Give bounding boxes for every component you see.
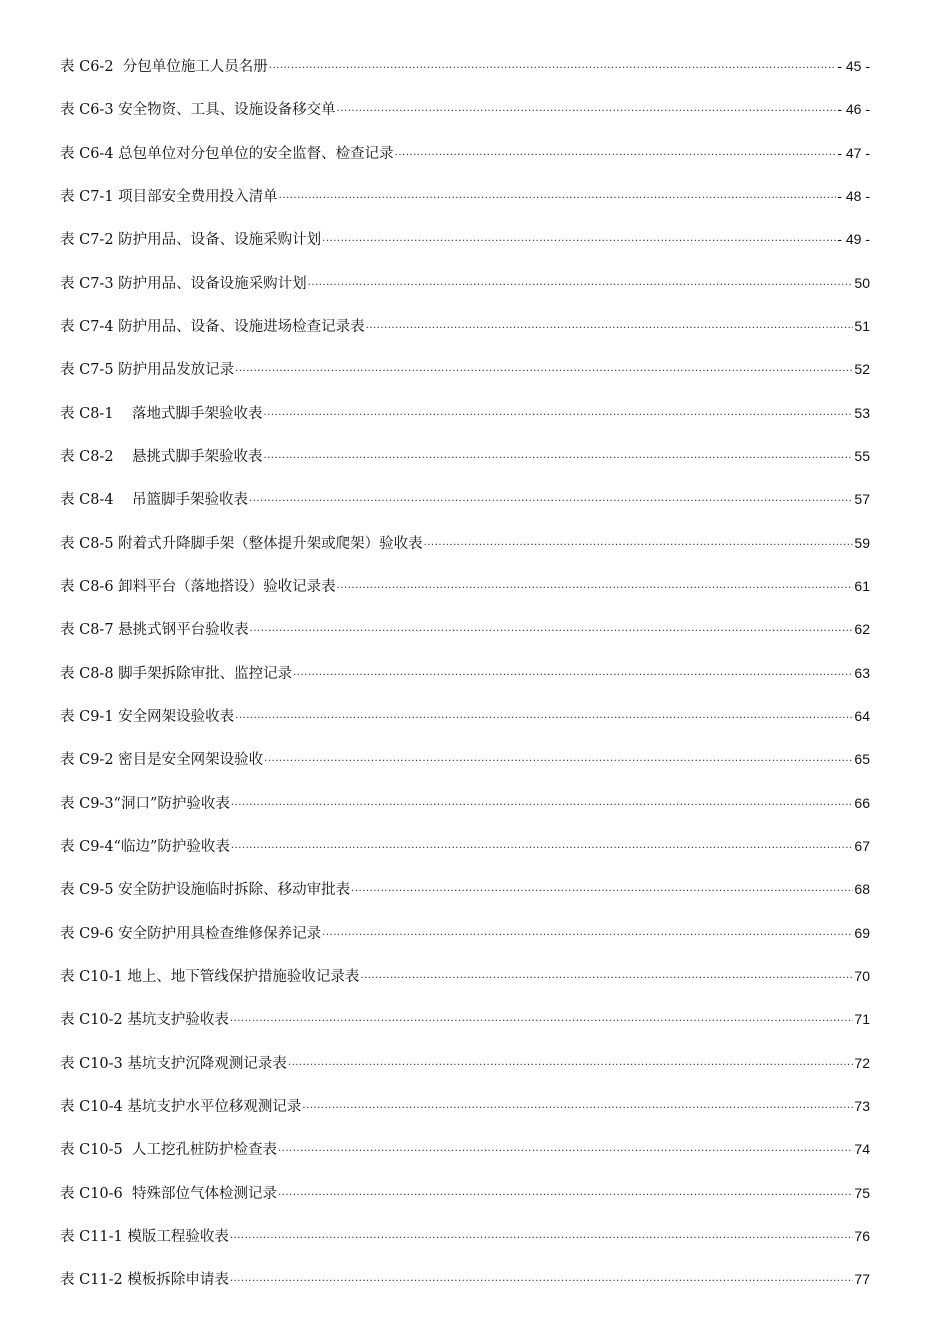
toc-entry[interactable] [60, 99, 870, 142]
toc-leader-dots [322, 923, 853, 943]
toc-entry[interactable] [60, 663, 870, 706]
toc-entry-page: 65 [854, 751, 870, 768]
toc-leader-dots [235, 359, 853, 379]
toc-entry-title: 表 C10-3 基坑支护沉降观测记录表 [60, 1055, 287, 1072]
toc-entry-page: 53 [854, 404, 870, 421]
toc-entry-page: 69 [854, 924, 870, 941]
toc-entry-page: 59 [854, 534, 870, 551]
toc-entry[interactable] [60, 1053, 870, 1096]
toc-entry[interactable] [60, 446, 870, 489]
toc-leader-dots [360, 966, 853, 986]
toc-leader-dots [235, 706, 853, 726]
toc-entry[interactable] [60, 1269, 870, 1312]
toc-entry-page: 68 [854, 881, 870, 898]
toc-entry[interactable] [60, 749, 870, 792]
toc-entry[interactable] [60, 56, 870, 99]
toc-leader-dots [337, 576, 854, 596]
toc-entry-title: 表 C7-1 项目部安全费用投入清单 [60, 188, 278, 205]
toc-entry[interactable] [60, 229, 870, 272]
toc-entry-page: 70 [854, 967, 870, 984]
toc-entry[interactable] [60, 403, 870, 446]
toc-leader-dots [308, 273, 854, 293]
toc-entry-title: 表 C6-2 分包单位施工人员名册 [60, 59, 268, 75]
toc-entry[interactable] [60, 576, 870, 619]
toc-entry-page: 51 [854, 317, 870, 334]
toc-leader-dots [424, 533, 854, 553]
toc-entry[interactable] [60, 1096, 870, 1139]
toc-entry-page: 72 [854, 1054, 870, 1071]
toc-entry[interactable] [60, 966, 870, 1009]
toc-entry-page: 50 [854, 274, 870, 291]
toc-leader-dots [230, 1009, 854, 1029]
toc-entry-title: 表 C8-7 悬挑式钢平台验收表 [60, 622, 249, 639]
toc-leader-dots [337, 99, 837, 119]
toc-entry-page: 64 [854, 707, 870, 724]
toc-entry[interactable] [60, 1139, 870, 1182]
toc-leader-dots [264, 446, 854, 466]
toc-leader-dots [279, 186, 837, 206]
toc-leader-dots [351, 879, 853, 899]
toc-entry[interactable] [60, 273, 870, 316]
toc-entry-title: 表 C8-8 脚手架拆除审批、监控记录 [60, 665, 293, 682]
toc-entry-page: - 46 - [837, 101, 870, 118]
toc-leader-dots [278, 1139, 853, 1159]
toc-entry[interactable] [60, 489, 870, 532]
toc-entry[interactable] [60, 793, 870, 836]
toc-entry-page: 66 [854, 794, 870, 811]
toc-entry[interactable] [60, 1009, 870, 1052]
toc-entry-page: 73 [854, 1097, 870, 1114]
toc-entry[interactable] [60, 533, 870, 576]
toc-entry-title: 表 C9-6 安全防护用具检查维修保养记录 [60, 925, 322, 942]
toc-entry-title: 表 C10-1 地上、地下管线保护措施验收记录表 [60, 968, 360, 985]
toc-leader-dots [395, 143, 837, 163]
toc-leader-dots [288, 1053, 854, 1073]
toc-entry-title: 表 C9-5 安全防护设施临时拆除、移动审批表 [60, 882, 351, 899]
toc-entry[interactable] [60, 836, 870, 879]
toc-entry[interactable] [60, 923, 870, 966]
toc-entry-title: 表 C9-4“临边”防护验收表 [60, 838, 230, 855]
toc-entry-title: 表 C10-2 基坑支护验收表 [60, 1012, 229, 1029]
toc-entry[interactable] [60, 1183, 870, 1226]
toc-entry-title: 表 C7-2 防护用品、设备、设施采购计划 [60, 232, 322, 249]
toc-leader-dots [366, 316, 854, 336]
toc-entry-title: 表 C7-5 防护用品发放记录 [60, 362, 235, 379]
toc-entry-title: 表 C8-2 悬挑式脚手架验收表 [60, 448, 263, 465]
toc-entry-title: 表 C11-1 模版工程验收表 [60, 1228, 229, 1245]
toc-entry-page: 74 [854, 1141, 870, 1158]
toc-entry[interactable] [60, 316, 870, 359]
toc-entry-title: 表 C8-6 卸料平台（落地搭设）验收记录表 [60, 578, 336, 595]
table-of-contents [60, 56, 870, 1313]
toc-entry-page: 67 [854, 837, 870, 854]
toc-entry-page: 52 [854, 361, 870, 378]
toc-entry-title: 表 C10-4 基坑支护水平位移观测记录 [60, 1098, 302, 1115]
toc-entry-title: 表 C10-6 特殊部位气体检测记录 [60, 1185, 277, 1202]
toc-entry[interactable] [60, 879, 870, 922]
toc-entry-title: 表 C9-3“洞口”防护验收表 [60, 795, 230, 812]
toc-entry[interactable] [60, 1226, 870, 1269]
toc-entry[interactable] [60, 359, 870, 402]
toc-entry-page: - 47 - [837, 144, 870, 161]
toc-leader-dots [264, 749, 853, 769]
toc-leader-dots [230, 1269, 854, 1289]
toc-leader-dots [278, 1183, 853, 1203]
toc-entry-page: - 49 - [837, 231, 870, 248]
toc-entry-page: 63 [854, 664, 870, 681]
toc-entry-title: 表 C11-2 模板拆除申请表 [60, 1272, 229, 1289]
toc-entry-page: 75 [854, 1184, 870, 1201]
toc-entry-page: 55 [854, 447, 870, 464]
toc-leader-dots [302, 1096, 853, 1116]
toc-entry-title: 表 C9-1 安全网架设验收表 [60, 708, 235, 725]
toc-entry-page: 76 [854, 1227, 870, 1244]
toc-leader-dots [269, 56, 837, 76]
toc-entry-page: 71 [854, 1011, 870, 1028]
toc-entry[interactable] [60, 143, 870, 186]
toc-leader-dots [250, 619, 854, 639]
toc-leader-dots [322, 229, 836, 249]
toc-entry[interactable] [60, 706, 870, 749]
toc-entry-page: 62 [854, 621, 870, 638]
toc-entry-title: 表 C7-3 防护用品、设备设施采购计划 [60, 275, 307, 292]
toc-entry-title: 表 C8-5 附着式升降脚手架（整体提升架或爬架）验收表 [60, 535, 423, 552]
toc-entry[interactable] [60, 186, 870, 229]
toc-entry[interactable] [60, 619, 870, 662]
toc-entry-title: 表 C6-4 总包单位对分包单位的安全监督、检查记录 [60, 145, 394, 162]
toc-leader-dots [264, 403, 854, 423]
toc-entry-page: 61 [854, 577, 870, 594]
toc-leader-dots [231, 793, 854, 813]
toc-entry-title: 表 C8-4 吊篮脚手架验收表 [60, 492, 248, 509]
toc-entry-title: 表 C8-1 落地式脚手架验收表 [60, 405, 263, 422]
toc-entry-title: 表 C9-2 密目是安全网架设验收 [60, 752, 264, 769]
toc-leader-dots [293, 663, 853, 683]
toc-entry-title: 表 C6-3 安全物资、工具、设施设备移交单 [60, 102, 336, 119]
toc-entry-page: - 45 - [837, 58, 870, 74]
toc-leader-dots [230, 1226, 854, 1246]
toc-leader-dots [249, 489, 853, 509]
toc-leader-dots [231, 836, 854, 856]
toc-entry-page: 77 [854, 1271, 870, 1288]
toc-entry-page: 57 [854, 491, 870, 508]
toc-entry-title: 表 C10-5 人工挖孔桩防护检查表 [60, 1142, 277, 1159]
toc-entry-title: 表 C7-4 防护用品、设备、设施进场检查记录表 [60, 318, 365, 335]
toc-entry-page: - 48 - [837, 187, 870, 204]
